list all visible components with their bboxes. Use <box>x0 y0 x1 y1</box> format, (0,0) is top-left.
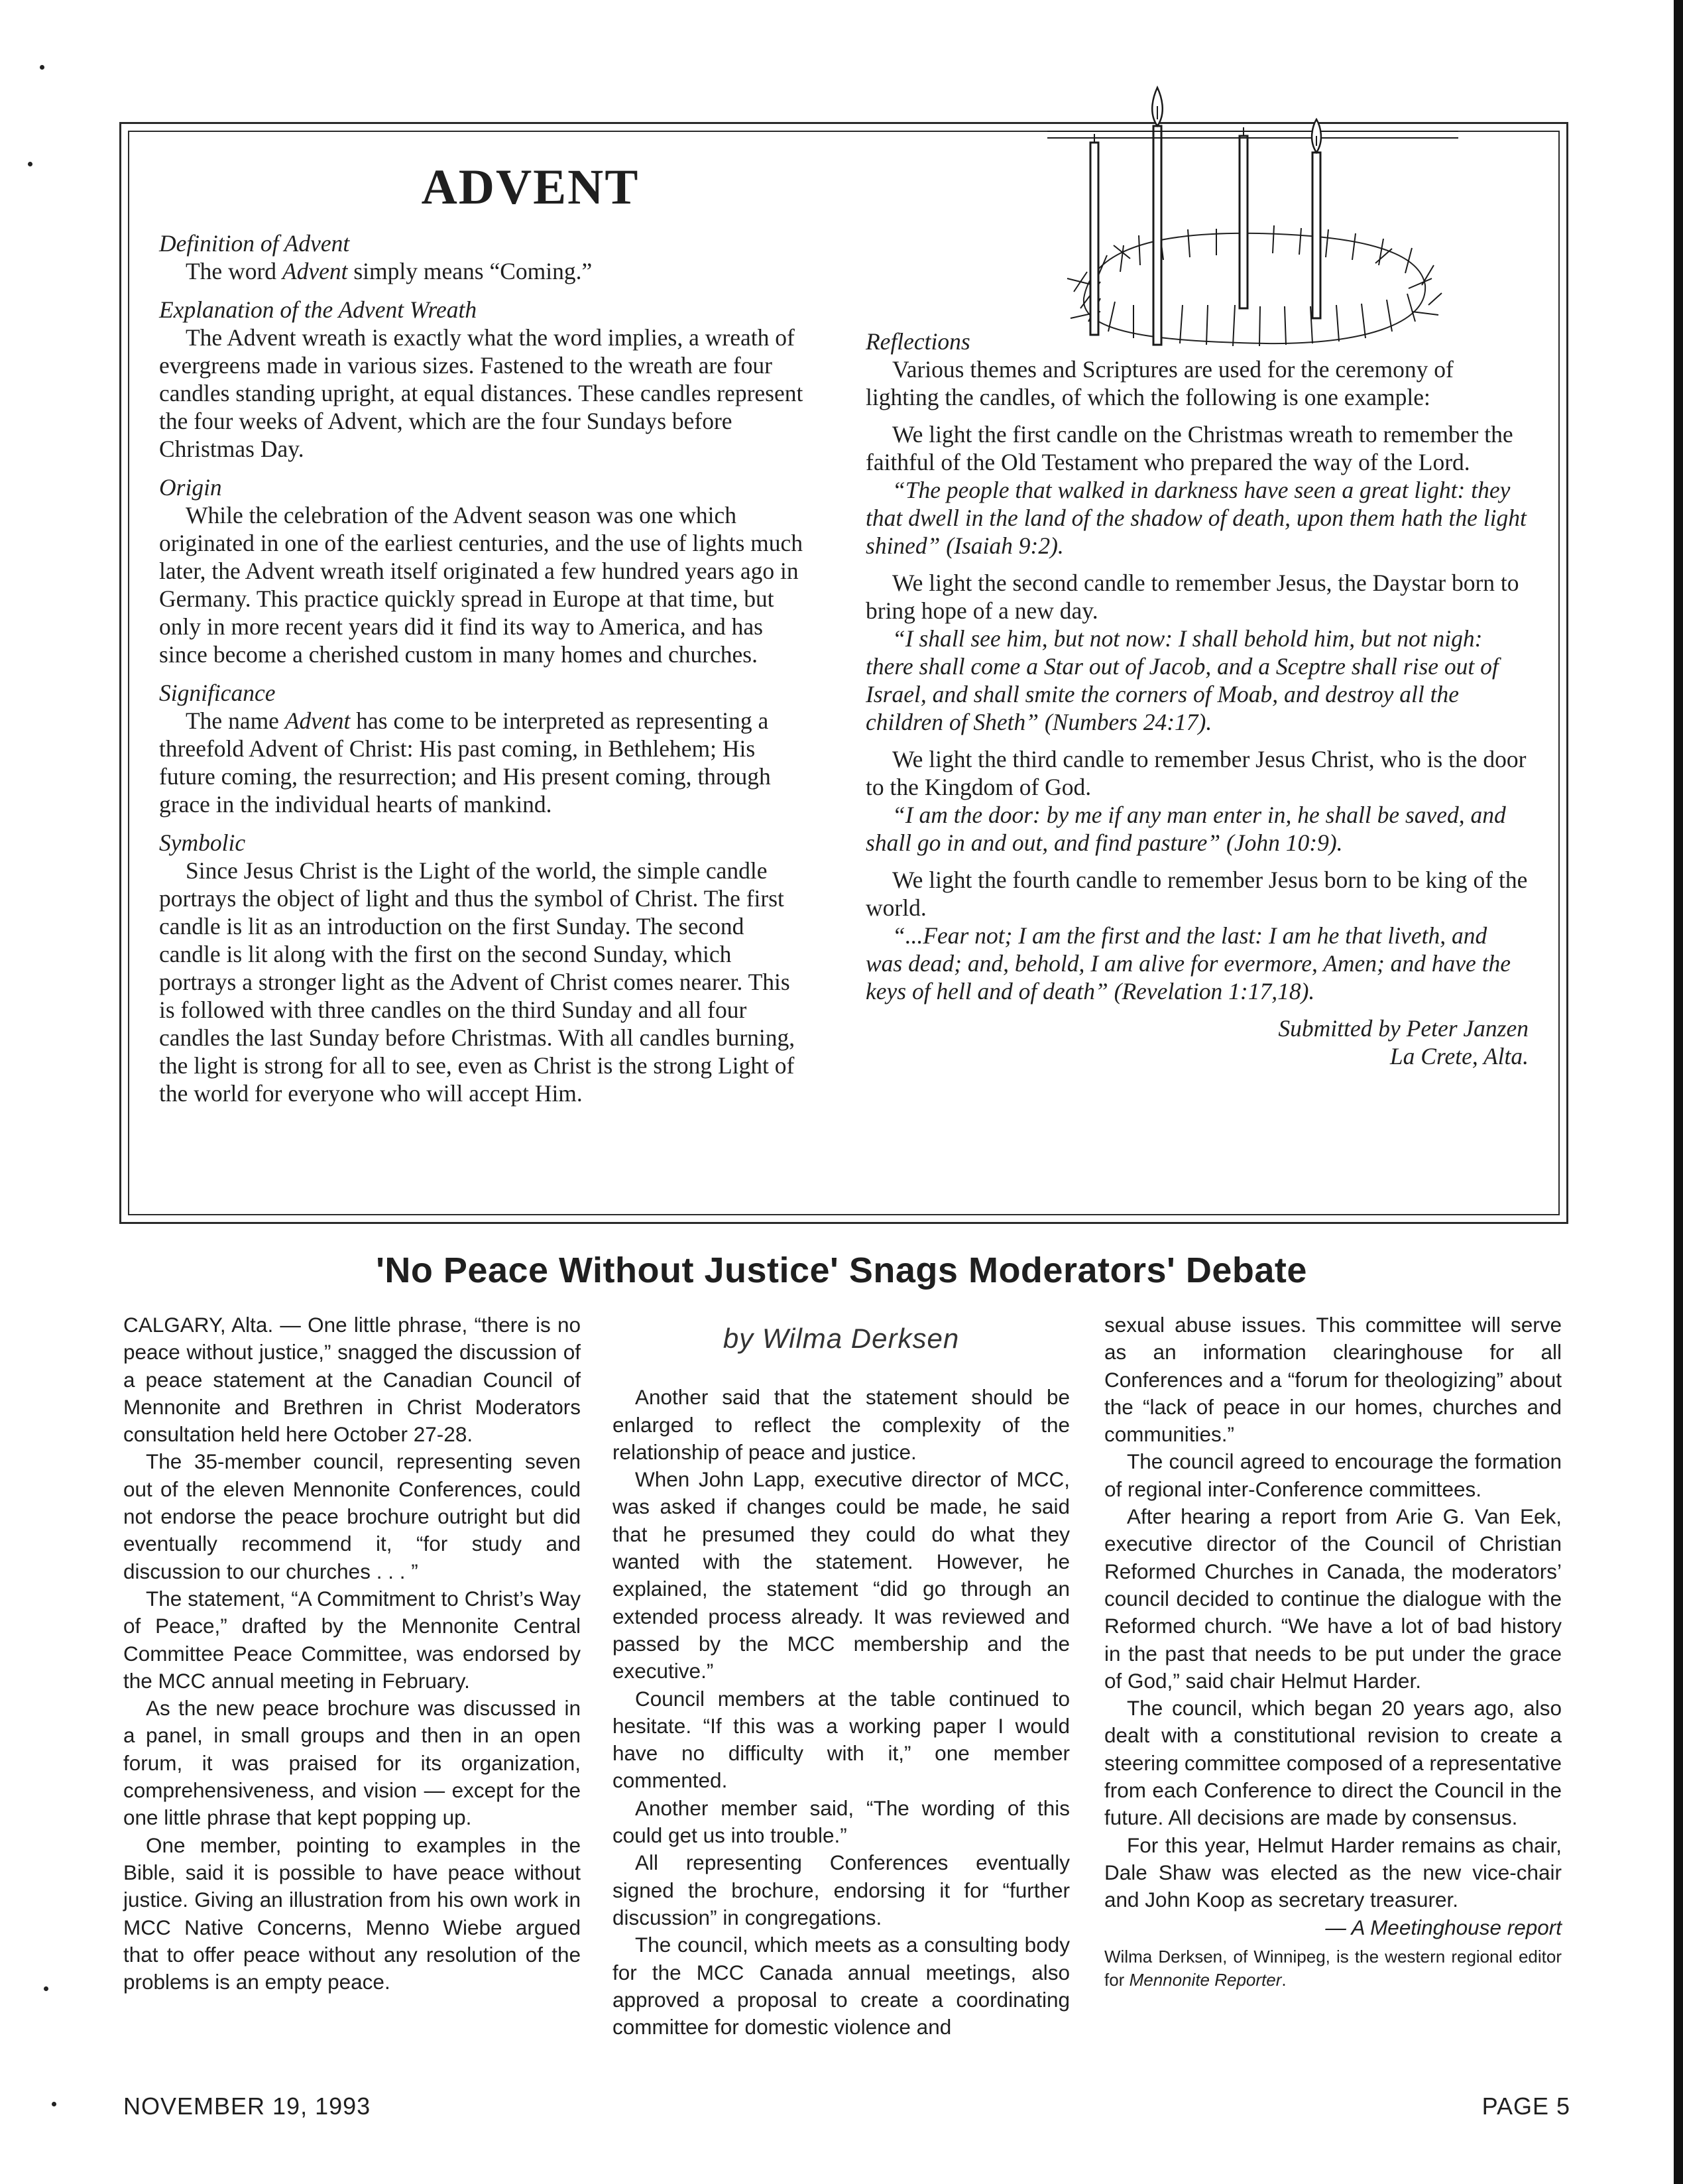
article-headline: 'No Peace Without Justice' Snags Moderators' Debate <box>376 1250 1307 1290</box>
definition-heading: Definition of Advent <box>159 230 350 257</box>
article-paragraph: sexual abuse issues. This committee will serve as an information clearinghouse for all Conferences and a “forum for theologizing” about the “lack of peace in our homes, churches and communities.” <box>1104 1313 1562 1447</box>
advent-wreath-icon <box>1047 80 1458 358</box>
advent-left-column <box>159 229 810 1107</box>
candle-one-text: We light the first candle on the Christmas wreath to remember the faithful of the Old Testament who prepared the way of the Lord. <box>866 421 1513 475</box>
scan-speck <box>40 65 44 70</box>
article-paragraph: For this year, Helmut Harder remains as chair, Dale Shaw was elected as the new vice-chair and John Koop as secretary treasurer. <box>1104 1833 1562 1912</box>
article-paragraph: Council members at the table continued to hesitate. “If this was a working paper I would have no difficulty with it,” one member commented. <box>612 1686 1070 1793</box>
reflections-intro: Various themes and Scriptures are used for the ceremony of lighting the candles, of which the following is one example: <box>866 356 1454 410</box>
article-paragraph: One member, pointing to examples in the Bible, said it is possible to have peace without justice. Giving an illustration from his own work in MCC Native Concerns, Menno Wiebe argued that to offer peace without any resolution of the problems is an empty peace. <box>123 1833 581 1994</box>
article-paragraph: The statement, “A Commitment to Christ’s Way of Peace,” drafted by the Mennonite Central Committee Peace Committee, was endorsed by the MCC annual meeting in February. <box>123 1586 581 1693</box>
origin-heading: Origin <box>159 474 222 501</box>
article-paragraph: The council agreed to encourage the formation of regional inter-Conference committees. <box>1104 1449 1562 1501</box>
candle-two-quote: “I shall see him, but not now: I shall behold him, but not nigh: there shall come a Star out of Jacob, and a Sceptre shall rise out of Israel, and shall smite the corners of Moab, and destroy all the children of Sheth” (Numbers 24:17). <box>866 625 1499 735</box>
article-column-3 <box>1104 1311 1562 1992</box>
article-column-1 <box>123 1311 581 1996</box>
candle-three-text: We light the third candle to remember Jesus Christ, who is the door to the Kingdom of God. <box>866 746 1527 800</box>
significance-text: The name Advent has come to be interpreted as representing a threefold Advent of Christ: His past coming, in Bethlehem; His future coming, the resurrection; and His present coming, through grace in the individual hearts of mankind. <box>159 707 771 818</box>
article-paragraph: CALGARY, Alta. — One little phrase, “there is no peace without justice,” snagged the discussion of a peace statement at the Canadian Council of Mennonite and Brethren in Christ Moderators consultation held here October 27-28. <box>123 1313 581 1447</box>
scan-speck <box>28 162 32 166</box>
candle-four-quote: “...Fear not; I am the first and the last: I am he that liveth, and was dead; and, behold, I am alive for evermore, Amen; and have the keys of hell and of death” (Revelation 1:17,18). <box>866 922 1511 1004</box>
article-byline: by Wilma Derksen <box>723 1323 960 1354</box>
article-paragraph: The 35-member council, representing seven out of the eleven Mennonite Conferences, could not endorse the peace brochure outright but did eventually recommend it, “for study and discussion to our churches . . . ” <box>123 1449 581 1583</box>
submitted-place: La Crete, Alta. <box>1389 1043 1529 1069</box>
advent-title: ADVENT <box>421 160 640 215</box>
scan-speck <box>44 1986 48 1991</box>
footer-date: NOVEMBER 19, 1993 <box>123 2093 371 2120</box>
article-paragraph: Another said that the statement should be enlarged to reflect the complexity of the relationship of peace and justice. <box>612 1385 1070 1464</box>
symbolic-text: Since Jesus Christ is the Light of the world, the simple candle portrays the object of light and thus the symbol of Christ. The first candle is lit as an introduction on the first Sunday. The second candle is lit along with the first on the second Sunday, which portrays a stronger light as the Advent of Christ comes nearer. This is followed with three candles on the third Sunday and all four candles the last Sunday before Christmas. With all candles burning, the light is strong for all to see, even as Christ is the strong Light of the world for everyone who will accept Him. <box>159 857 795 1107</box>
explanation-heading: Explanation of the Advent Wreath <box>159 296 477 323</box>
article-paragraph: The council, which began 20 years ago, also dealt with a constitutional revision to create a steering committee composed of a representative from each Conference to direct the Council in the future. All decisions are made by consensus. <box>1104 1696 1562 1830</box>
author-bio: Wilma Derksen, of Winnipeg, is the western regional editor for Mennonite Reporter. <box>1104 1946 1562 1990</box>
article-column-2 <box>612 1311 1070 2041</box>
scan-edge <box>1674 0 1683 2184</box>
candle-one-quote: “The people that walked in darkness have seen a great light: they that dwell in the land of the shadow of death, upon them hath the light shined” (Isaiah 9:2). <box>866 477 1527 559</box>
symbolic-heading: Symbolic <box>159 829 246 856</box>
report-tag: — A Meetinghouse report <box>1325 1915 1562 1939</box>
candle-three-quote: “I am the door: by me if any man enter in, he shall be saved, and shall go in and out, and find pasture” (John 10:9). <box>866 802 1506 856</box>
candle-two-text: We light the second candle to remember Jesus, the Daystar born to bring hope of a new day. <box>866 570 1519 624</box>
explanation-text: The Advent wreath is exactly what the word implies, a wreath of evergreens made in various sizes. Fastened to the wreath are four candles standing upright, at equal distances. These candles represent the four weeks of Advent, which are the four Sundays before Christmas Day. <box>159 324 803 462</box>
article-paragraph: After hearing a report from Arie G. Van Eek, executive director of the Council of Christian Reformed Churches in Canada, the moderators’ council decided to continue the dialogue with the Reformed church. “We have a lot of bad history in the past that needs to be put under the grace of God,” said chair Helmut Harder. <box>1104 1504 1562 1693</box>
article-paragraph: Another member said, “The wording of this could get us into trouble.” <box>612 1795 1070 1848</box>
advent-right-column <box>866 328 1529 1070</box>
article-paragraph: The council, which meets as a consulting body for the MCC Canada annual meetings, also approved a proposal to create a coordinating committee for domestic violence and <box>612 1933 1070 2039</box>
article-paragraph: As the new peace brochure was discussed in a panel, in small groups and then in an open forum, it was praised for its organization, comprehensiveness, and vision — except for the one little phrase that kept popping up. <box>123 1696 581 1830</box>
scan-speck <box>52 2102 56 2106</box>
article-paragraph: When John Lapp, executive director of MCC, was asked if changes could be made, he said that he presumed they could do what they wanted with the statement. However, he explained, the statement “did go through an extended process already. It was reviewed and passed by the MCC membership and the executive.” <box>612 1467 1070 1683</box>
significance-heading: Significance <box>159 680 276 706</box>
submitted-by: Submitted by Peter Janzen <box>1278 1015 1529 1042</box>
definition-text: The word Advent simply means “Coming.” <box>186 258 593 284</box>
article-paragraph: All representing Conferences eventually signed the brochure, endorsing it for “further discussion” in congregations. <box>612 1850 1070 1929</box>
candle-four-text: We light the fourth candle to remember Jesus born to be king of the world. <box>866 867 1528 921</box>
reflections-heading: Reflections <box>866 328 970 355</box>
footer-page-number: PAGE 5 <box>1481 2093 1570 2120</box>
origin-text: While the celebration of the Advent season was one which originated in one of the earliest centuries, and the use of lights much later, the Advent wreath itself originated a few hundred years ago in Germany. This practice quickly spread in Europe at that time, but only in more recent years did it find its way to America, and has since become a cherished custom in many homes and churches. <box>159 502 803 668</box>
